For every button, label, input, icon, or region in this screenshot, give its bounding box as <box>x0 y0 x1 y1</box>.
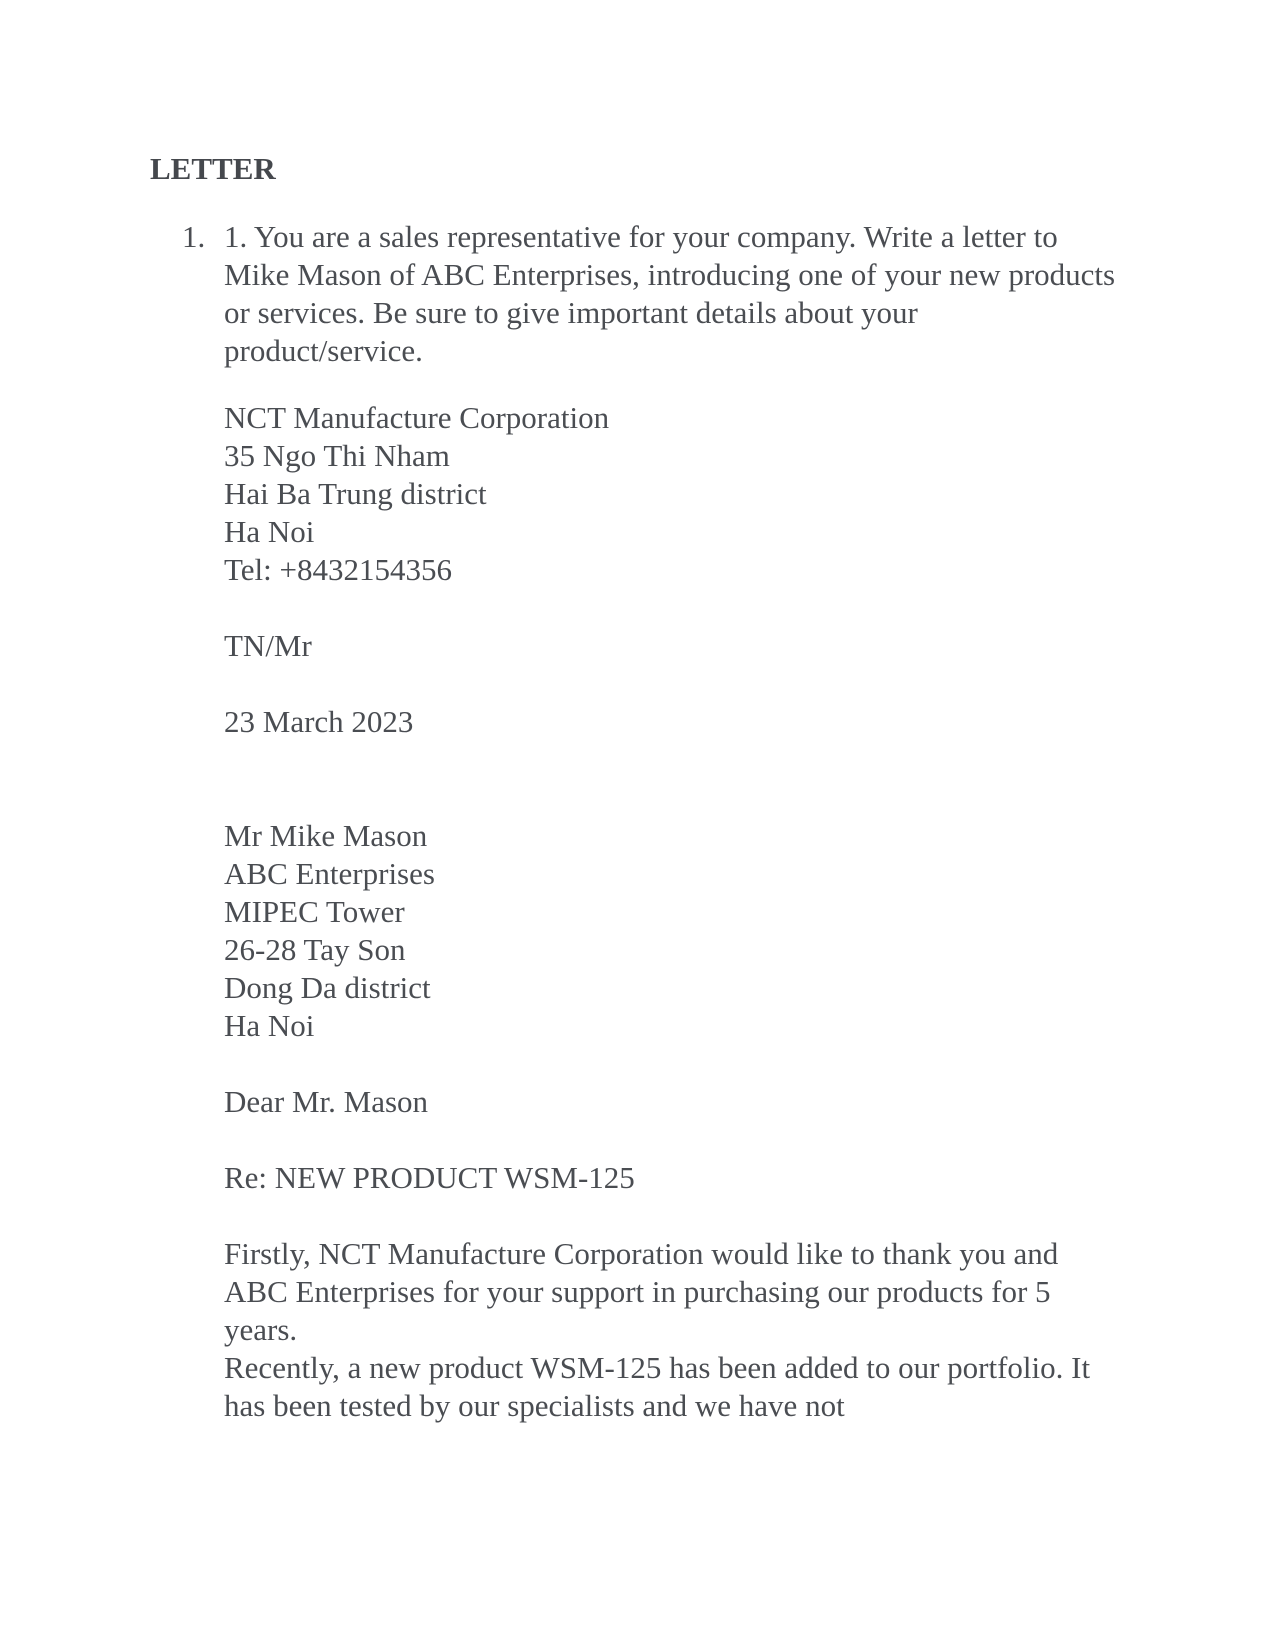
document-heading: LETTER <box>150 151 276 186</box>
recipient-street: 26-28 Tay Son <box>224 932 406 967</box>
list-item-content <box>224 218 1124 1425</box>
recipient-district: Dong Da district <box>224 970 431 1005</box>
body-paragraph-1: Firstly, NCT Manufacture Corporation would like to thank you and ABC Enterprises for your support in purchasing our products for 5 years. <box>224 1236 1059 1347</box>
sender-address <box>224 399 1124 589</box>
sender-tel: Tel: +8432154356 <box>224 552 452 587</box>
task-prompt: 1. You are a sales representative for your company. Write a letter to Mike Mason of ABC Enterprises, introducing one of your new products or services. Be sure to give important details about your product/service. <box>224 219 1116 368</box>
salutation: Dear Mr. Mason <box>224 1084 429 1119</box>
recipient-company: ABC Enterprises <box>224 856 435 891</box>
sender-district: Hai Ba Trung district <box>224 476 487 511</box>
body-paragraph-2: Recently, a new product WSM-125 has been added to our portfolio. It has been tested by our specialists and we have not <box>224 1350 1091 1423</box>
recipient-city: Ha Noi <box>224 1008 315 1043</box>
sender-city: Ha Noi <box>224 514 315 549</box>
list-number: 1. <box>182 219 206 254</box>
letter-date: 23 March 2023 <box>224 704 414 739</box>
reference-line: TN/Mr <box>224 628 312 663</box>
recipient-building: MIPEC Tower <box>224 894 405 929</box>
sender-street: 35 Ngo Thi Nham <box>224 438 450 473</box>
sender-company: NCT Manufacture Corporation <box>224 400 610 435</box>
subject-line: Re: NEW PRODUCT WSM-125 <box>224 1160 635 1195</box>
recipient-address <box>224 817 1124 1045</box>
recipient-name: Mr Mike Mason <box>224 818 428 853</box>
